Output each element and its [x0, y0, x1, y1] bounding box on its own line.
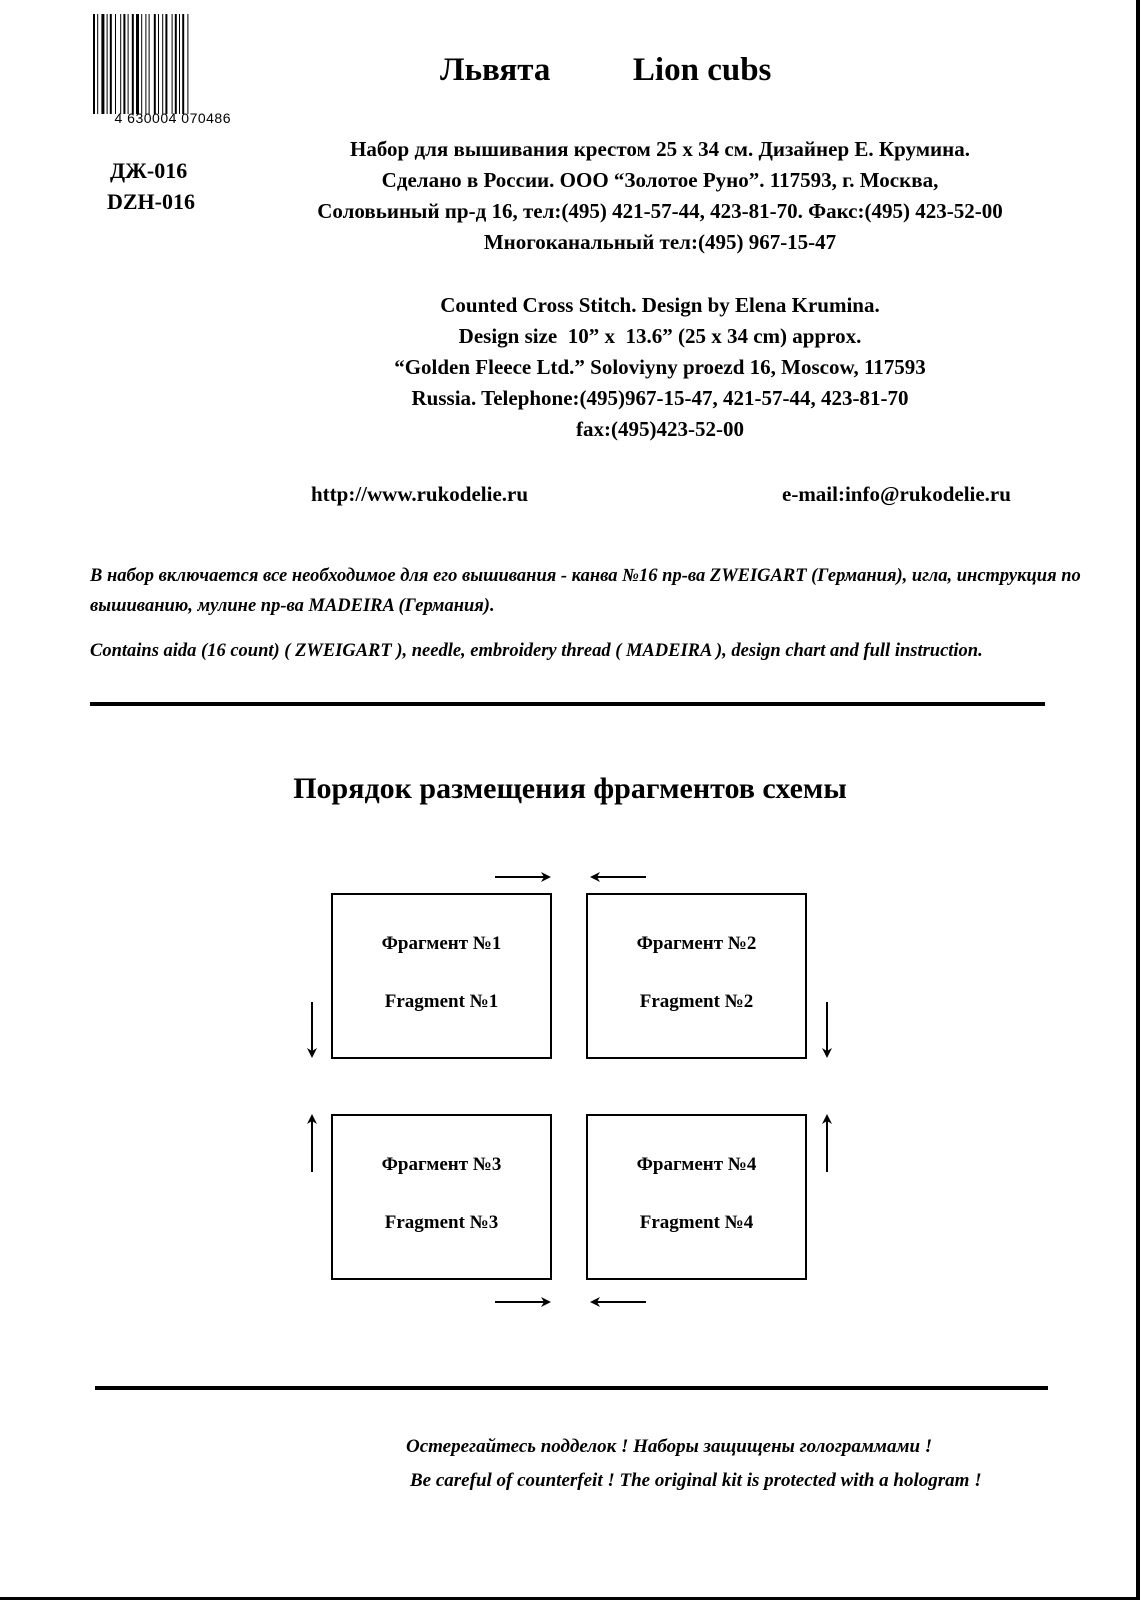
info-en-line: Counted Cross Stitch. Design by Elena Krumina.: [440, 293, 880, 317]
scheme-title: Порядок размещения фрагментов схемы: [293, 772, 847, 805]
fragment-label-en: Fragment №4: [639, 1212, 754, 1233]
info-en-line: fax:(495)423-52-00: [576, 417, 744, 441]
fragment-label-ru: Фрагмент №2: [636, 933, 757, 954]
fragment-label-ru: Фрагмент №4: [636, 1154, 757, 1175]
divider-bottom: [95, 1386, 1048, 1390]
fragment-label-ru: Фрагмент №1: [381, 933, 502, 954]
counterfeit-warning-ru: Остерегайтесь подделок ! Наборы защищены голограммами !: [406, 1436, 933, 1457]
info-ru-line: Сделано в России. ООО “Золотое Руно”. 117593, г. Москва,: [381, 168, 939, 192]
info-en-line: Russia. Telephone:(495)967-15-47, 421-57-44, 423-81-70: [411, 386, 909, 410]
counterfeit-warning-en: Be careful of counterfeit ! The original kit is protected with a hologram !: [410, 1470, 982, 1491]
kit-contents-en: Contains aida (16 count) ( ZWEIGART ), needle, embroidery thread ( MADEIRA ), design chart and full instruction.: [90, 641, 983, 661]
info-en-line: “Golden Fleece Ltd.” Soloviyny proezd 16, Moscow, 117593: [394, 355, 926, 379]
kit-title-ru: Львята: [440, 52, 551, 88]
article-code-ru: ДЖ-016: [110, 158, 188, 183]
info-ru-line: Соловьиный пр-д 16, тел:(495) 421-57-44, 423-81-70. Факс:(495) 423-52-00: [317, 199, 1003, 223]
article-code-en: DZH-016: [107, 189, 195, 214]
fragment-label-en: Fragment №3: [384, 1212, 499, 1233]
info-en-line: Design size 10” x 13.6” (25 x 34 cm) approx.: [458, 324, 862, 348]
barcode-digits: 4 630004 070486: [114, 110, 231, 126]
info-ru-line: Многоканальный тел:(495) 967-15-47: [483, 230, 837, 254]
fragment-label-en: Fragment №2: [639, 991, 754, 1012]
fragment-label-en: Fragment №1: [384, 991, 499, 1012]
kit-contents-ru: В набор включается все необходимое для его вышивания - канва №16 пр-ва ZWEIGART (Германия), игла, инструкция по вышиванию, мулине пр-ва MADEIRA (Германия).: [90, 566, 1081, 616]
kit-title-en: Lion cubs: [632, 52, 772, 88]
info-ru-line: Набор для вышивания крестом 25 х 34 см. Дизайнер Е. Крумина.: [349, 137, 970, 161]
email-link[interactable]: e-mail:info@rukodelie.ru: [782, 482, 1011, 506]
fragment-label-ru: Фрагмент №3: [381, 1154, 502, 1175]
website-link[interactable]: http://www.rukodelie.ru: [311, 482, 529, 506]
